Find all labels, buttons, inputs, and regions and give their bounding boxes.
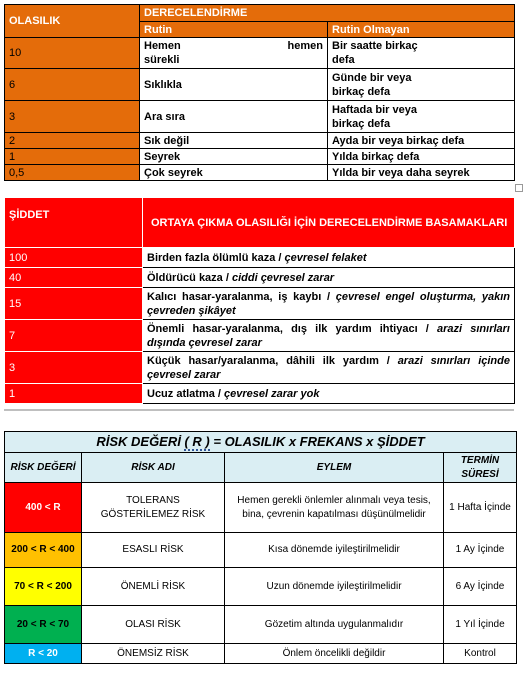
risk-action: Hemen gerekli önlemler alınmalı veya tesis, bina, çevrenin kapatılması düşünülmelidir [225,483,444,533]
table-row [5,320,515,352]
desc-text-env: ciddi çevresel zarar [231,271,335,284]
desc-text: Küçük hasar/yaralanma, dâhili ilk yardım / [147,354,398,367]
risk-level: 400 < R [5,483,82,533]
siddet-value: 3 [5,352,143,384]
siddet-desc [143,248,515,268]
table-row [5,149,515,165]
siddet-table [4,197,515,404]
siddet-desc [143,352,515,384]
desc-text: Kalıcı hasar-yaralanma, iş kaybı / [147,290,336,303]
rutin-text: sürekli [144,54,180,66]
table-row [5,533,517,568]
risk-term: 1 Ay İçinde [444,533,517,568]
desc-text-env: çevresel felaket [284,251,367,264]
rutin-olmayan-cell: Yılda bir veya daha seyrek [328,165,515,181]
risk-action: Önlem öncelikli değildir [225,644,444,664]
desc-text: Öldürücü kaza / [147,271,232,284]
rutin-cell: Sıklıkla [140,69,328,101]
risk-name: OLASI RİSK [82,606,225,644]
siddet-value: 100 [5,248,143,268]
risk-adi-header: RİSK ADI [82,453,225,483]
rutin-cell [140,38,328,69]
siddet-value: 1 [5,384,143,404]
table-row [5,38,515,69]
rutin-cell: Çok seyrek [140,165,328,181]
risk-name: ÖNEMSİZ RİSK [82,644,225,664]
title-text: RİSK DEĞERİ [96,434,185,449]
table-row [5,483,517,533]
rutin-olmayan-text: birkaç defa [332,117,391,130]
risk-level: 70 < R < 200 [5,568,82,606]
table-row [5,268,515,288]
table-row [5,101,515,133]
siddet-desc [143,288,515,320]
table-row [5,165,515,181]
siddet-header: ŞİDDET [5,198,143,248]
rutin-olmayan-cell [328,69,515,101]
table-row [5,384,515,404]
desc-text-env: çevresel zarar yok [224,387,320,400]
table-row [5,133,515,149]
olasilik-value: 6 [5,69,140,101]
siddet-desc [143,268,515,288]
olasilik-table [4,4,515,181]
title-text: = OLASILIK x FREKANS x ŞİDDET [209,434,425,449]
risk-name: ÖNEMLİ RİSK [82,568,225,606]
table-row [5,352,515,384]
table-resize-handle[interactable] [515,184,523,192]
olasilik-value: 1 [5,149,140,165]
rutin-olmayan-text: defa [332,54,355,66]
olasilik-value: 2 [5,133,140,149]
derecelendirme-header: DERECELENDİRME [140,5,515,22]
table-row [5,606,517,644]
risk-level: 200 < R < 400 [5,533,82,568]
siddet-value: 15 [5,288,143,320]
olasilik-value: 3 [5,101,140,133]
rutin-olmayan-text: Bir saatte birkaç [332,40,418,52]
rutin-header: Rutin [140,22,328,38]
risk-term: 1 Hafta İçinde [444,483,517,533]
desc-text-env: çevresel engel oluşturma, yakın çevreden şikâyet [147,290,511,317]
table-row [5,288,515,320]
title-r-text: ( R ) [184,434,210,449]
rutin-cell: Sık değil [140,133,328,149]
olasilik-value: 0,5 [5,165,140,181]
rutin-text: hemen [287,40,323,52]
risk-term: Kontrol [444,644,517,664]
rutin-olmayan-text: Haftada bir veya [332,103,417,116]
rutin-olmayan-cell: Yılda birkaç defa [328,149,515,165]
rutin-olmayan-header: Rutin Olmayan [328,22,515,38]
risk-name: ESASLI RİSK [82,533,225,568]
rutin-text: Hemen [144,40,181,52]
desc-text-env: arazi sınırları içinde çevresel zarar [147,354,510,381]
risk-table-title [5,432,517,453]
rutin-olmayan-cell: Ayda bir veya birkaç defa [328,133,515,149]
risk-level: R < 20 [5,644,82,664]
rutin-olmayan-text: Günde bir veya [332,71,412,84]
rutin-cell: Ara sıra [140,101,328,133]
risk-name: TOLERANS GÖSTERİLEMEZ RİSK [82,483,225,533]
rutin-olmayan-cell [328,38,515,69]
olasilik-value: 10 [5,38,140,69]
desc-text: Birden fazla ölümlü kaza / [147,251,285,264]
table-row [5,248,515,268]
desc-text: Ucuz atlatma / [147,387,225,400]
termin-header: TERMİN SÜRESİ [444,453,517,483]
siddet-value: 40 [5,268,143,288]
table-row [5,568,517,606]
rutin-olmayan-text: birkaç defa [332,85,391,98]
table-row [5,644,517,664]
risk-term: 6 Ay İçinde [444,568,517,606]
siddet-value: 7 [5,320,143,352]
siddet-desc [143,320,515,352]
desc-text: Önemli hasar-yaralanma, dış ilk yardım ihtiyacı / [147,322,438,335]
eylem-header: EYLEM [225,453,444,483]
desc-text-env: arazi sınırları dışında çevresel zarar [147,322,510,349]
siddet-desc [143,384,515,404]
risk-action: Kısa dönemde iyileştirilmelidir [225,533,444,568]
olasilik-header: OLASILIK [5,5,140,38]
table-row [5,69,515,101]
rutin-cell: Seyrek [140,149,328,165]
risk-action: Uzun dönemde iyileştirilmelidir [225,568,444,606]
risk-action: Gözetim altında uygulanmalıdır [225,606,444,644]
rutin-olmayan-cell [328,101,515,133]
risk-degeri-header: RİSK DEĞERİ [5,453,82,483]
basamak-header: ORTAYA ÇIKMA OLASILIĞI İÇİN DERECELENDİRME BASAMAKLARI [143,198,515,248]
risk-level: 20 < R < 70 [5,606,82,644]
risk-term: 1 Yıl İçinde [444,606,517,644]
risk-table [4,431,517,664]
